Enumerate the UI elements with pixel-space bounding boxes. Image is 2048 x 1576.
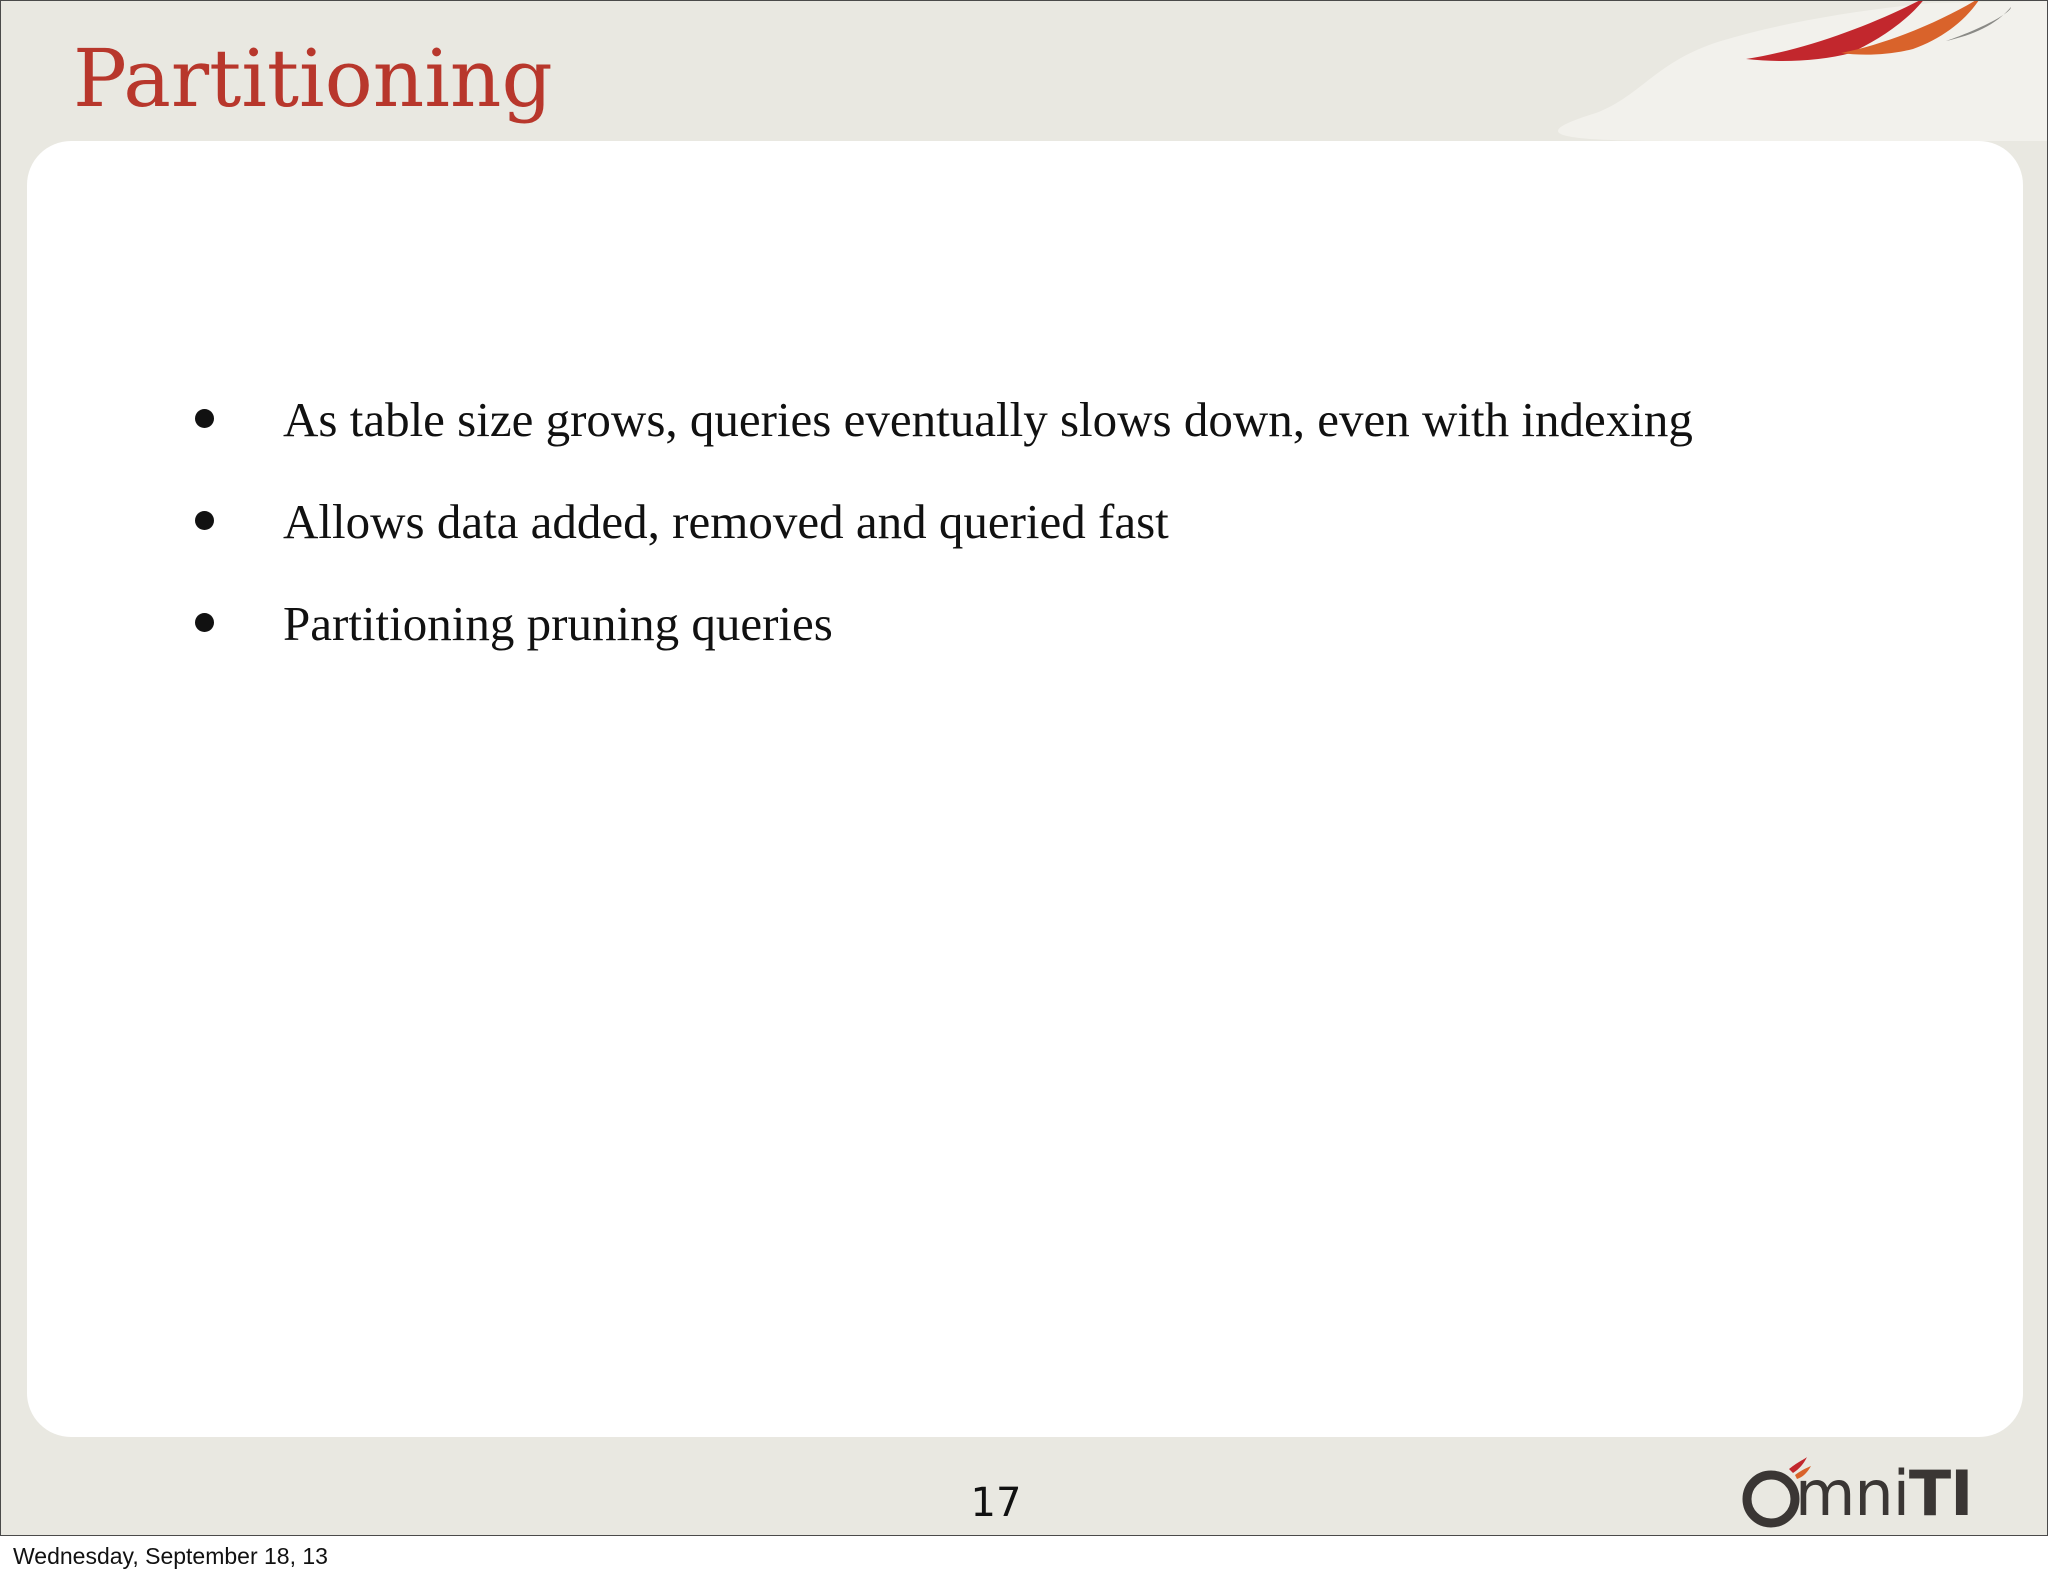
bullet-item [195, 487, 1895, 557]
bullet-dot-icon [195, 613, 214, 632]
bullet-text: Allows data added, removed and queried fast [283, 494, 1169, 549]
bullet-text: Partitioning pruning queries [283, 596, 833, 651]
slide-title: Partitioning [73, 32, 553, 125]
footer-date: Wednesday, September 18, 13 [13, 1543, 328, 1569]
slide-page-number: 17 [970, 1480, 1022, 1526]
bullet-dot-icon [195, 511, 214, 530]
bullet-text: As table size grows, queries eventually slows down, even with indexing [283, 392, 1693, 447]
logo-text: mniTI [1795, 1457, 1973, 1530]
bullet-item [195, 589, 1895, 659]
content-panel [27, 141, 2023, 1437]
bullet-item [195, 385, 1895, 455]
bullet-dot-icon [195, 409, 214, 428]
omniti-logo [1741, 1457, 1981, 1529]
